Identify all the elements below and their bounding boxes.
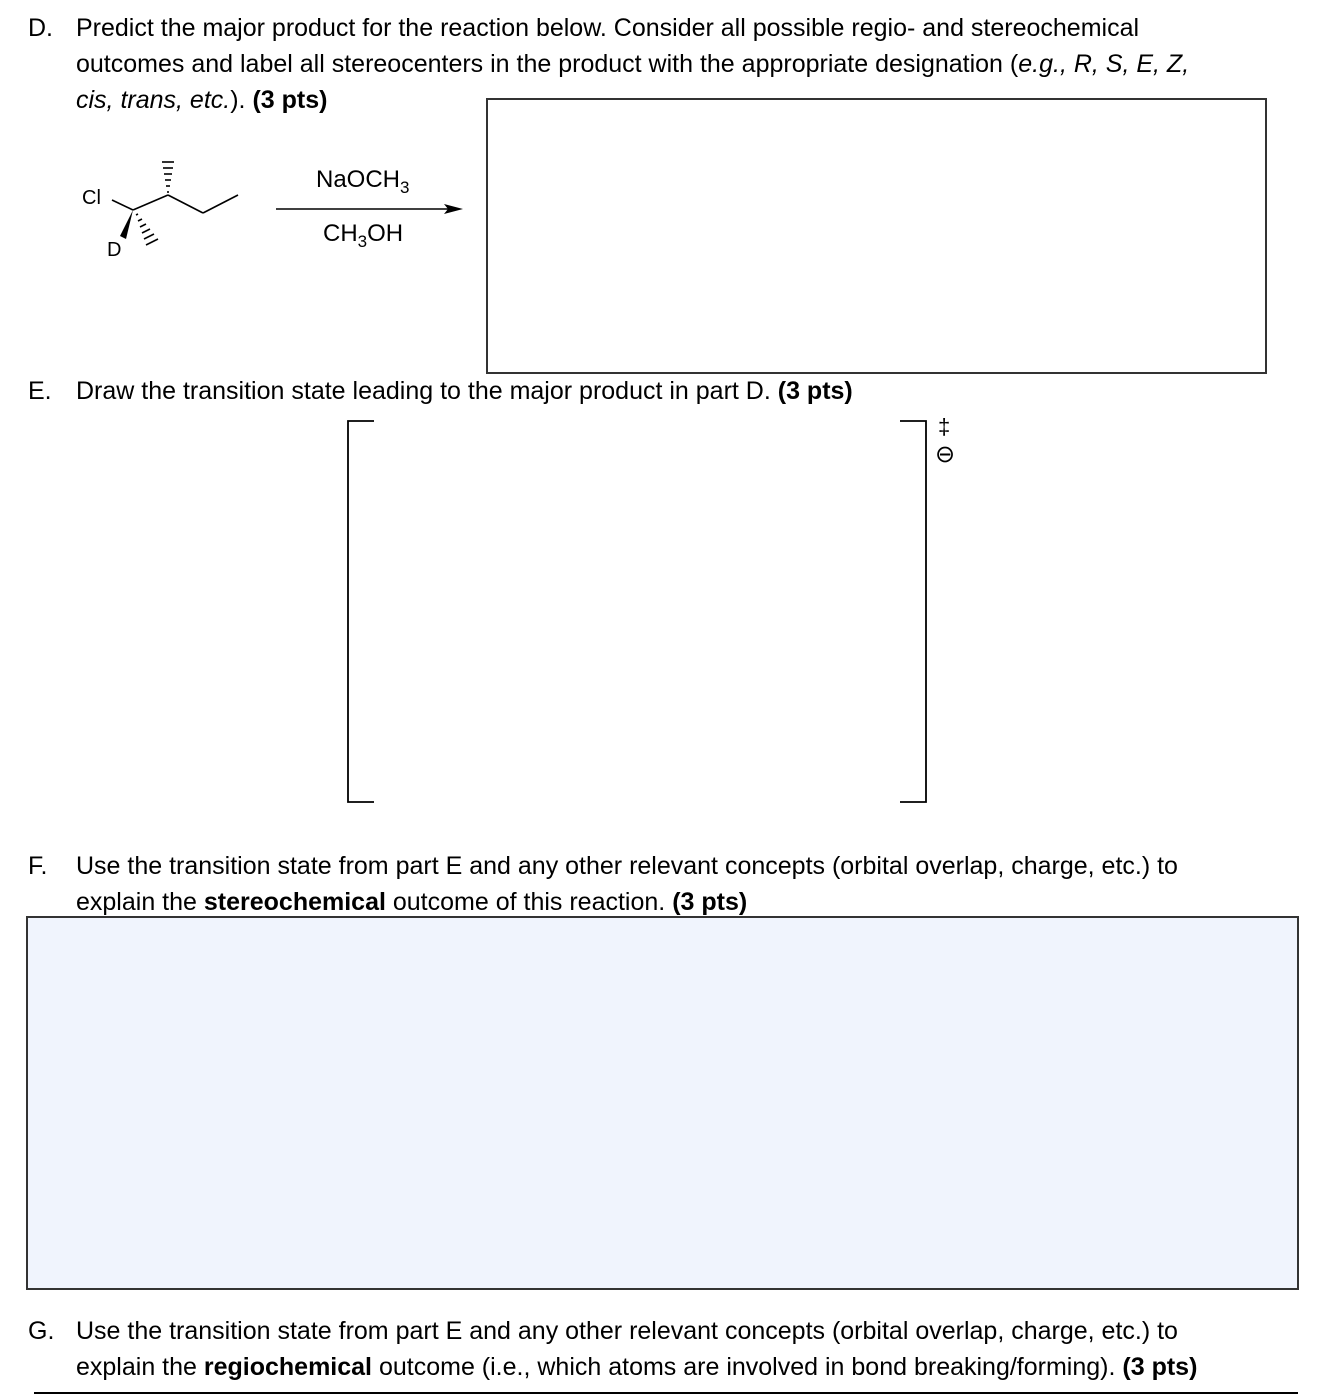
question-e-label: E. <box>28 377 52 405</box>
answer-box-f[interactable] <box>26 916 1299 1290</box>
question-f <box>28 848 1288 920</box>
question-d-line3: cis, trans, etc.). (3 pts) <box>76 86 328 114</box>
negative-charge-symbol: ⊖ <box>935 441 956 468</box>
reagent-ch3oh: $CH_3OH$ <box>323 220 404 251</box>
question-g-line2: explain the regiochemical outcome (i.e., which atoms are involved in bond breaking/forming). (3 pts) <box>76 1353 1198 1381</box>
question-f-points: (3 pts) <box>672 888 748 916</box>
question-d-points: (3 pts) <box>252 86 328 114</box>
hash-bond-c1-methyl <box>136 214 158 245</box>
atom-d: D <box>107 239 122 261</box>
question-g-line1: Use the transition state from part E and any other relevant concepts (orbital overlap, charge, etc.) to <box>76 1317 1178 1345</box>
transition-state-brackets[interactable] <box>340 415 940 810</box>
left-bracket <box>348 421 374 802</box>
question-d-line2: outcomes and label all stereocenters in the product with the appropriate designation (e.g., R, S, E, Z, <box>76 50 1190 78</box>
wedge-bond-d <box>120 210 133 239</box>
bond-c3-c4 <box>203 195 238 213</box>
answer-line-g <box>34 1392 1298 1394</box>
hash-bond-c2-methyl <box>162 162 174 192</box>
question-g-label: G. <box>28 1317 55 1345</box>
question-f-line2: explain the stereochemical outcome of this reaction. (3 pts) <box>76 888 748 916</box>
bond-c2-c3 <box>168 195 203 213</box>
question-e-text: Draw the transition state leading to the major product in part D. <box>76 377 778 405</box>
question-g-points: (3 pts) <box>1122 1353 1198 1381</box>
starting-material-structure <box>0 0 480 300</box>
question-e <box>28 373 1288 409</box>
right-bracket <box>900 421 926 802</box>
reagent-naoch3: NaOCH$_3$ <box>316 166 410 197</box>
double-dagger-symbol: ‡ <box>938 414 951 439</box>
bond-c1-c2 <box>133 195 168 210</box>
question-d-label: D. <box>28 14 53 42</box>
bond-cl-c1 <box>112 200 133 210</box>
question-e-points: (3 pts) <box>777 377 853 405</box>
question-d-line1: Predict the major product for the reaction below. Consider all possible regio- and stereochemical <box>76 14 1140 42</box>
atom-cl: Cl <box>82 187 101 209</box>
question-f-label: F. <box>28 852 48 880</box>
question-g <box>28 1313 1288 1385</box>
answer-box-d[interactable] <box>486 98 1267 374</box>
question-f-line1: Use the transition state from part E and any other relevant concepts (orbital overlap, charge, etc.) to <box>76 852 1178 880</box>
